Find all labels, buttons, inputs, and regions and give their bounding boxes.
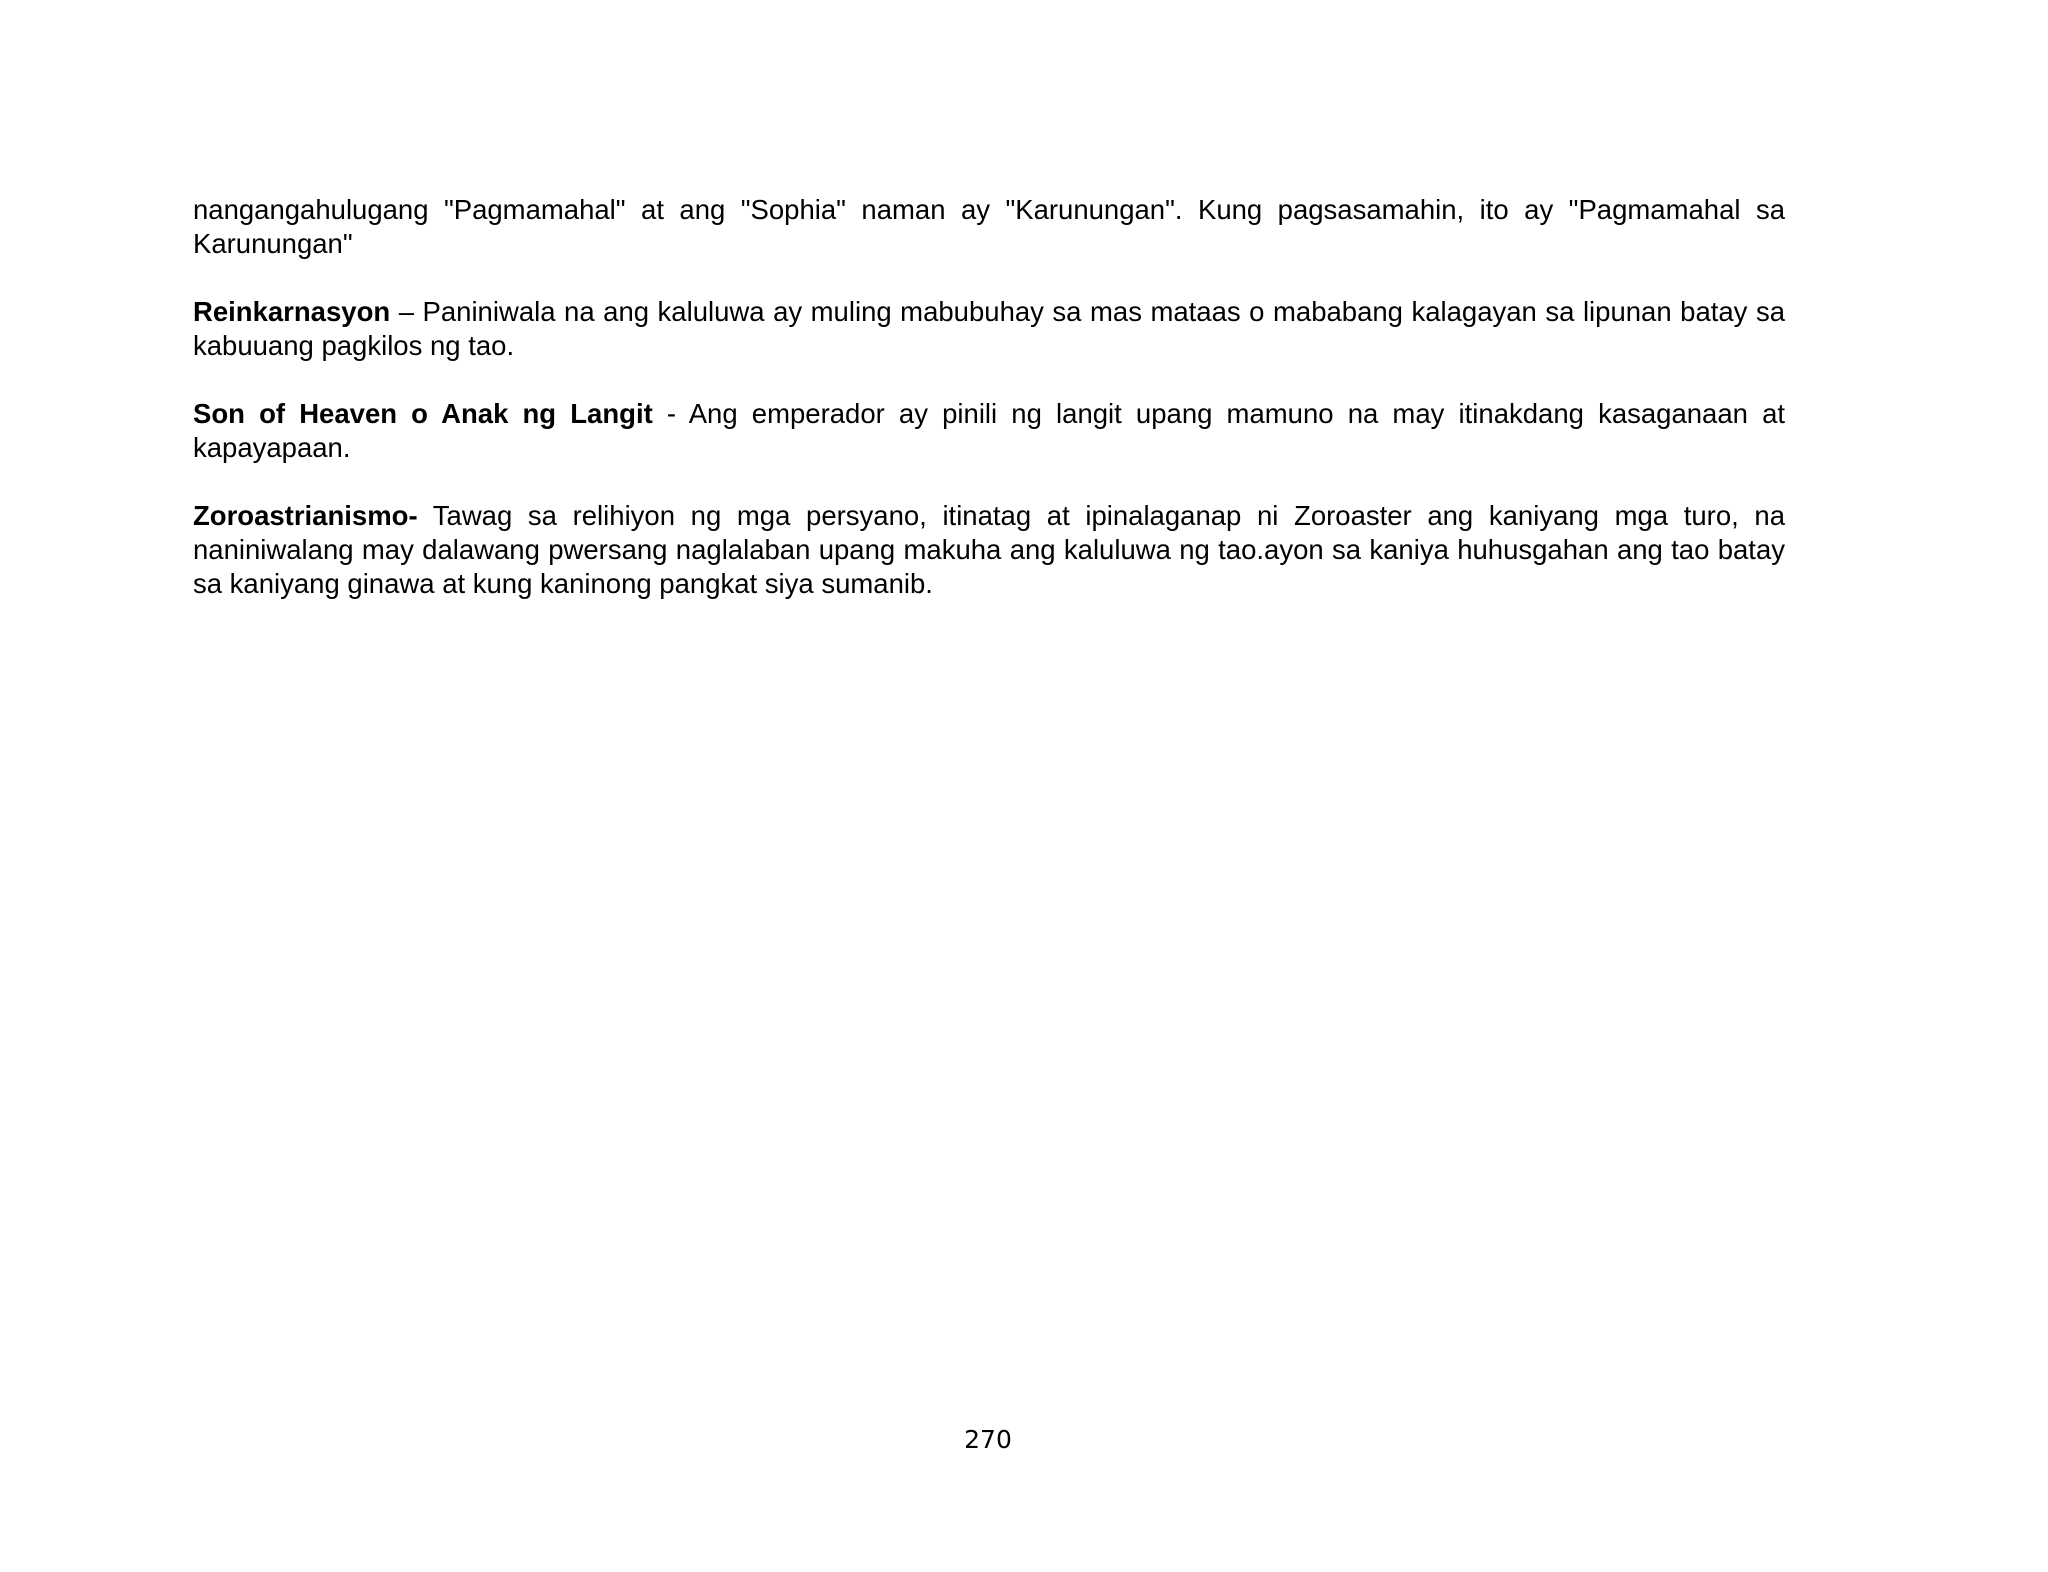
definition-text: Paniniwala na ang kaluluwa ay muling mabubuhay sa mas mataas o mababang kalagayan sa lipunan batay sa kabuuang pagkilos ng tao. bbox=[193, 296, 1785, 361]
definition-term: Zoroastrianismo- bbox=[193, 500, 418, 531]
page-content bbox=[193, 193, 1785, 635]
page-number: 270 bbox=[964, 1425, 1012, 1454]
definition-term: Son of Heaven o Anak ng Langit bbox=[193, 398, 653, 429]
definition-reinkarnasyon bbox=[193, 295, 1785, 363]
definition-term: Reinkarnasyon bbox=[193, 296, 391, 327]
definition-son-of-heaven bbox=[193, 397, 1785, 465]
paragraph-text: nangangahulugang "Pagmamahal" at ang "Sophia" naman ay "Karunungan". Kung pagsasamahin, ito ay "Pagmamahal sa Karunungan" bbox=[193, 194, 1785, 259]
definition-zoroastrianismo bbox=[193, 499, 1785, 601]
definition-separator bbox=[418, 500, 433, 531]
definition-text: Tawag sa relihiyon ng mga persyano, itinatag at ipinalaganap ni Zoroaster ang kaniyang mga turo, na naniniwalang may dalawang pwersang naglalaban upang makuha ang kaluluwa ng tao.ayon sa kaniya huhusgahan ang tao batay sa kaniyang ginawa at kung kaninong pangkat siya sumanib. bbox=[193, 500, 1785, 599]
definition-separator: - bbox=[652, 398, 689, 429]
definition-text: Ang emperador ay pinili ng langit upang mamuno na may itinakdang kasaganaan at kapayapaan. bbox=[193, 398, 1786, 463]
paragraph-philosophy-continuation bbox=[193, 193, 1785, 261]
definition-separator: – bbox=[390, 296, 423, 327]
